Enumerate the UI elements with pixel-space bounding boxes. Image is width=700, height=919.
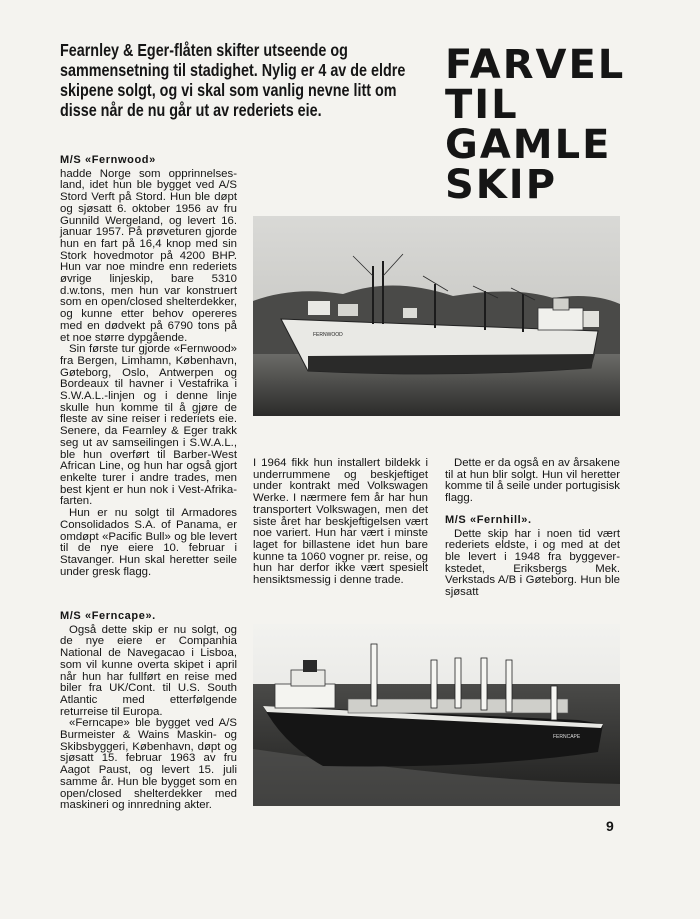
fernhill-paragraph: Dette skip har i noen tid vært rederiets eldste, i og med at det ble levert i 1948 fra byggeverkstedet, Eriksbergs Mek. Verkstads A/B i Gøteborg. Hun ble sjøsatt — [445, 527, 620, 599]
fernwood-paragraph: Hun er nu solgt til Armadores Consolidados S.A. of Panama, er omdøpt «Pacific Bull» og ble levert til de nye eiere 10. februar i Stavanger. Hun skal heretter seile under gresk flagg. — [60, 507, 237, 578]
fernwood-paragraph: Sin første tur gjorde «Fernwood» fra Bergen, Limhamn, København, Gøteborg, Oslo, Antwerpen og Bordeaux til havner i Vestafrika i S.W.A.L.-linjen og i denne linje skulle hun komme til å gjøre de fleste av sine reiser i rederiets eie. Senere, da Fearnley & Eger trakk seg ut av samseilingen i S.W.A.L., ble hun overført til Barber-West African Line, og hun har også gjort enkelte turer i andre trades, men best kjent er hun nok i Vest-Afrikafarten. — [60, 343, 237, 508]
right-paragraph: Dette er da også en av årsakene til at hun blir solgt. Hun vil heretter komme til å seile under portugisisk flagg. — [445, 457, 620, 505]
ferncape-article — [60, 611, 237, 812]
fernwood-continued — [253, 458, 428, 587]
ship-photo-illustration — [253, 624, 620, 806]
fernwood-heading: M/S «Fernwood» — [60, 154, 156, 166]
title-line: TIL — [445, 82, 519, 128]
page-number: 9 — [606, 818, 614, 834]
title-line: FARVEL — [445, 42, 626, 88]
middle-paragraph: I 1964 fikk hun installert bildekk i underrummene og beskjeftiget under kontrakt med Volkswagen Werke. I nærmere fem år har hun transportert Volkswagen, men det siste året har beskjeftigelsen vært noe variert. Hun har vært i minste laget for billastene idet hun bare kunne ta 1060 vogner pr. reise, og hun har derfor ikke vært spesielt hensiktsmessig i denne trade. — [253, 457, 428, 587]
right-column — [445, 458, 620, 599]
intro-paragraph: Fearnley & Eger-flåten skifter utseende og sammensetning til stadighet. Nylig er 4 av de eldre skipene solgt, og vi skal som vanlig nevne litt om disse når de nu går ut av rederiets eie. — [60, 40, 406, 120]
ferncape-paragraph: Også dette skip er nu solgt, og de nye eiere er Companhia National de Navegacao i Lisboa, som vil kunne overta skipet i april når hun har fullført en reise med biler fra UK/Cont. til U.S. South Atlantic med etterfølgende returreise til Europa. — [60, 623, 237, 718]
ship-name-on-hull: FERNCAPE — [553, 734, 581, 740]
ferncape-photo — [253, 624, 620, 806]
ship-photo-illustration — [253, 216, 620, 416]
fernwood-article — [60, 155, 237, 578]
ship-name-on-hull: FERNWOOD — [313, 332, 343, 338]
ferncape-heading: M/S «Ferncape». — [60, 610, 156, 622]
title-line: GAMLE — [445, 122, 612, 168]
page-title — [445, 42, 645, 208]
fernwood-paragraph: hadde Norge som opprinnelsesland, idet hun ble bygget ved A/S Stord Verft på Stord. Hun ble døpt og sjøsatt 6. oktober 1956 av fru Gunnild Wergeland, og levert 16. januar 1957. På prøveturen gjorde hun en fart på 16,4 knop med sin Stork hovedmotor på 4200 BHP. Hun var noe mindre enn rederiets øvrige linjeskip, bare 5310 d.w.tons, men hun var konstruert som en open/closed shelterdekker, og kunne etter behov opereres med en dødvekt på 6790 tons på et noe større dypgående. — [60, 167, 237, 344]
fernwood-photo — [253, 216, 620, 416]
ferncape-paragraph: «Ferncape» ble bygget ved A/S Burmeister & Wains Maskin- og Skibsbyggeri, København, døpt og sjøsatt 15. februar 1963 av fru Aagot Paust, og levert 15. juli samme år. Hun ble bygget som en open/closed shelterdekker med maskineri og innredning akter. — [60, 717, 237, 812]
fernhill-heading: M/S «Fernhill». — [445, 513, 532, 526]
title-line: SKIP — [445, 162, 558, 208]
